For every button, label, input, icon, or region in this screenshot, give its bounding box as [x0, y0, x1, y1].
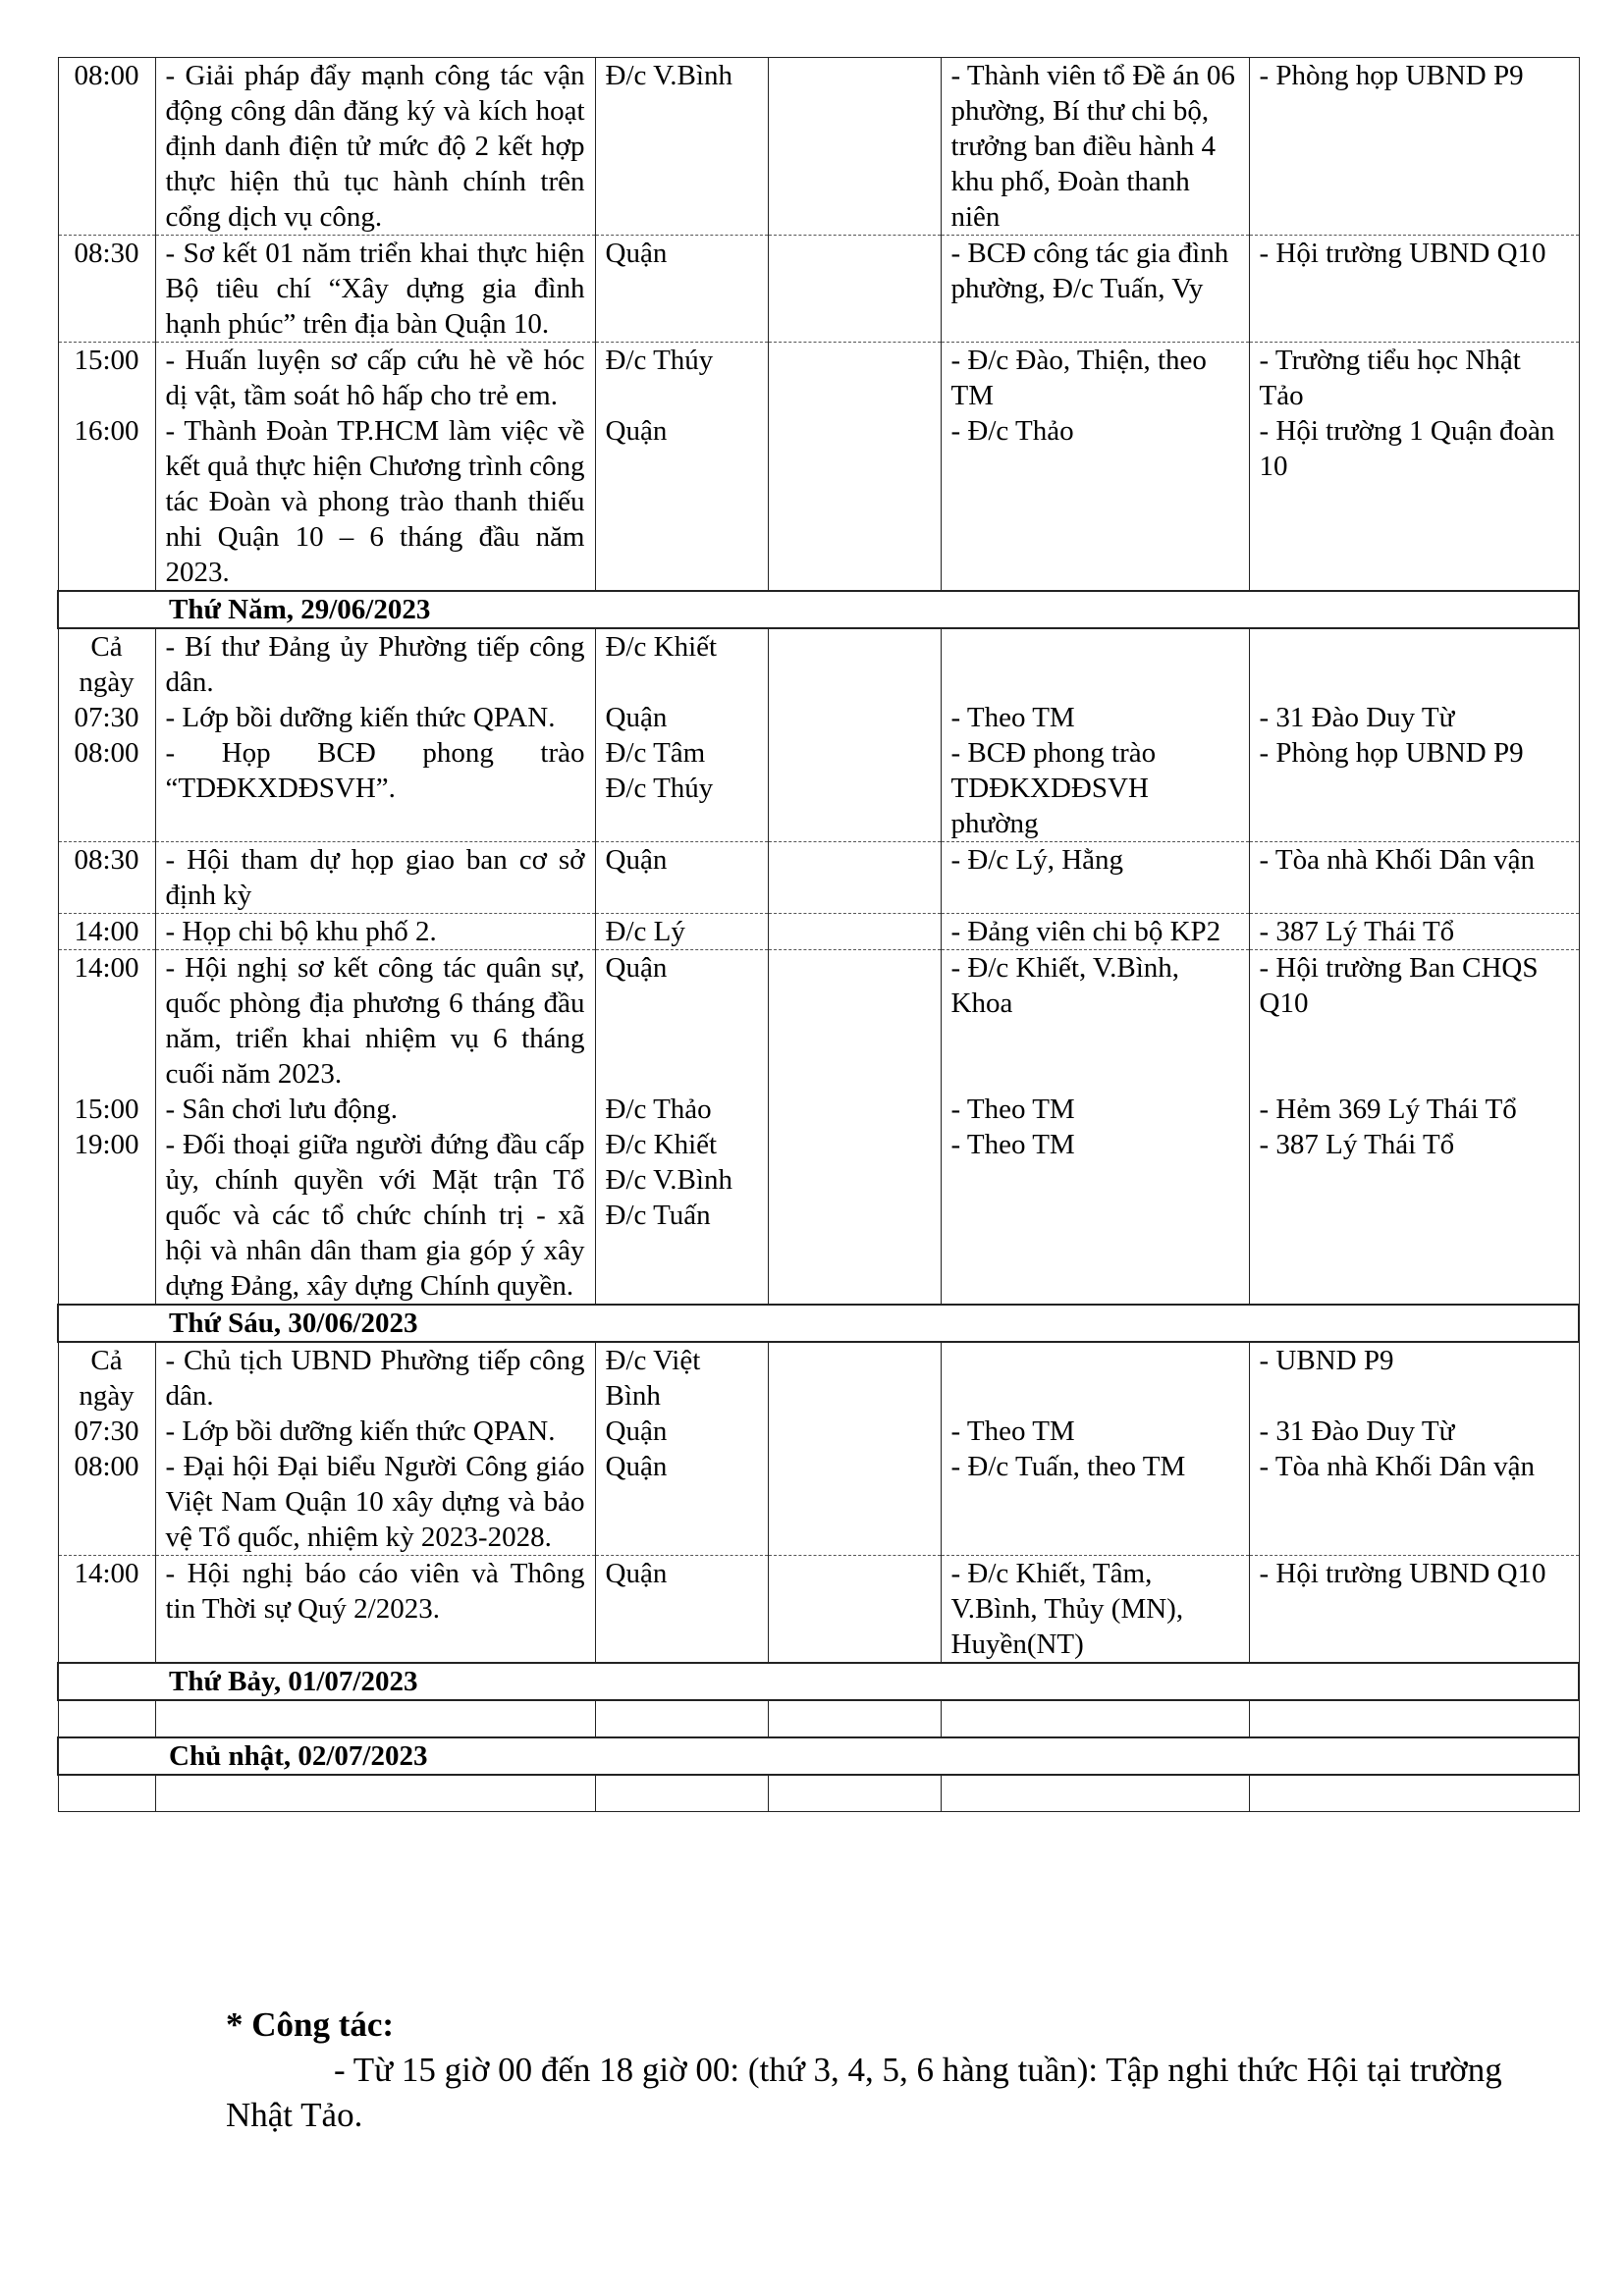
participants-cell [941, 58, 1249, 236]
content-cell-text: - Lớp bồi dưỡng kiến thức QPAN. [165, 1415, 556, 1447]
time-cell-text: 15:00 [74, 1094, 139, 1125]
time-cell [58, 1449, 155, 1556]
blank-cell [595, 1775, 768, 1812]
blank-row [58, 1775, 1579, 1812]
content-cell-text: - Sơ kết 01 năm triển khai thực hiện Bộ tiêu chí “Xây dựng gia đình hạnh phúc” trên địa bàn Quận 10. [165, 238, 585, 340]
time-cell [58, 1092, 155, 1127]
extra-cell [768, 700, 941, 735]
content-cell [155, 842, 595, 914]
time-cell [58, 343, 155, 414]
time-cell-text: 07:30 [74, 702, 139, 733]
time-cell-text: 08:00 [74, 1451, 139, 1482]
participants-cell [941, 735, 1249, 842]
time-cell-text: 14:00 [74, 1558, 139, 1589]
lead-cell-text: Đ/c Khiết [605, 1129, 718, 1160]
participants-cell-text: - Đảng viên chi bộ KP2 [950, 916, 1221, 947]
schedule-row [58, 1414, 1579, 1449]
time-cell-text: 08:00 [74, 737, 139, 769]
time-cell [58, 1342, 155, 1414]
time-cell-text: 14:00 [74, 916, 139, 947]
extra-cell [768, 413, 941, 591]
blank-row [58, 1700, 1579, 1737]
location-cell [1249, 1127, 1579, 1305]
time-cell-text: 19:00 [74, 1129, 139, 1160]
schedule-row [58, 1092, 1579, 1127]
participants-cell [941, 628, 1249, 700]
location-cell [1249, 413, 1579, 591]
location-cell [1249, 700, 1579, 735]
lead-cell-text: Quận [605, 415, 668, 447]
lead-cell [595, 842, 768, 914]
content-cell [155, 914, 595, 950]
participants-cell-text: - BCĐ phong trào TDĐKXDĐSVH phường [950, 737, 1157, 839]
location-cell-text: - Hội trường Ban CHQS Q10 [1259, 952, 1539, 1019]
notes-section [226, 2002, 1502, 2138]
time-cell [58, 1414, 155, 1449]
location-cell-text: - UBND P9 [1259, 1345, 1394, 1376]
participants-cell-text: - Theo TM [950, 1094, 1075, 1125]
lead-cell-text: Quận [605, 1451, 668, 1482]
content-cell-text: - Chủ tịch UBND Phường tiếp công dân. [165, 1345, 585, 1412]
lead-cell [595, 1127, 768, 1305]
extra-cell [768, 842, 941, 914]
content-cell [155, 236, 595, 343]
time-cell [58, 236, 155, 343]
time-cell-text: ngày [79, 1380, 135, 1412]
time-cell [58, 950, 155, 1093]
lead-cell-text: Bình [605, 1380, 661, 1412]
lead-cell [595, 914, 768, 950]
participants-cell [941, 413, 1249, 591]
schedule-row [58, 1342, 1579, 1414]
time-cell-text: ngày [79, 667, 135, 698]
content-cell [155, 700, 595, 735]
lead-cell-text: Đ/c Khiết [605, 631, 718, 663]
notes-line: - Từ 15 giờ 00 đến 18 giờ 00: (thứ 3, 4, 5, 6 hàng tuần): Tập nghi thức Hội tại trường Nhật Tảo. [226, 2051, 1502, 2134]
extra-cell [768, 950, 941, 1093]
participants-cell [941, 950, 1249, 1093]
schedule-row [58, 735, 1579, 842]
day-header-row [58, 1663, 1579, 1700]
time-cell [58, 413, 155, 591]
participants-cell-text: - Đ/c Đào, Thiện, theo TM [950, 345, 1207, 411]
schedule-row [58, 950, 1579, 1093]
content-cell [155, 735, 595, 842]
extra-cell [768, 1449, 941, 1556]
lead-cell-text: Đ/c Thúy [605, 773, 714, 804]
location-cell [1249, 628, 1579, 700]
lead-cell [595, 950, 768, 1093]
participants-cell-text: - Theo TM [950, 702, 1075, 733]
blank-cell [941, 1775, 1249, 1812]
content-cell [155, 950, 595, 1093]
participants-cell [941, 1127, 1249, 1305]
extra-cell [768, 1092, 941, 1127]
participants-cell [941, 236, 1249, 343]
lead-cell [595, 236, 768, 343]
time-cell [58, 1127, 155, 1305]
time-cell-text: Cả [90, 631, 123, 663]
content-cell [155, 58, 595, 236]
content-cell [155, 1092, 595, 1127]
location-cell-text: - Hội trường 1 Quận đoàn 10 [1259, 415, 1555, 482]
content-cell [155, 1449, 595, 1556]
location-cell [1249, 58, 1579, 236]
content-cell-text: - Thành Đoàn TP.HCM làm việc về kết quả thực hiện Chương trình công tác Đoàn và phong trào thanh thiếu nhi Quận 10 – 6 tháng đầu năm 2023. [165, 415, 585, 588]
location-cell-text: - 387 Lý Thái Tổ [1259, 916, 1455, 947]
day-header: Thứ Năm, 29/06/2023 [58, 591, 1579, 628]
schedule-row [58, 413, 1579, 591]
extra-cell [768, 1342, 941, 1414]
blank-cell [1249, 1775, 1579, 1812]
lead-cell-text: Quận [605, 238, 668, 269]
lead-cell [595, 700, 768, 735]
notes-heading: * Công tác: [226, 2005, 395, 2044]
participants-cell [941, 914, 1249, 950]
lead-cell-text: Đ/c Lý [605, 916, 685, 947]
location-cell [1249, 236, 1579, 343]
blank-cell [58, 1700, 155, 1737]
content-cell-text: - Hội tham dự họp giao ban cơ sở định kỳ [165, 844, 585, 911]
location-cell-text: - Hẻm 369 Lý Thái Tổ [1259, 1094, 1517, 1125]
extra-cell [768, 343, 941, 414]
content-cell-text: - Đối thoại giữa người đứng đầu cấp ủy, chính quyền với Mặt trận Tổ quốc và các tổ chức chính trị - xã hội và nhân dân tham gia góp ý xây dựng Đảng, xây dựng Chính quyền. [165, 1129, 585, 1302]
extra-cell [768, 735, 941, 842]
extra-cell [768, 628, 941, 700]
day-header-row [58, 591, 1579, 628]
participants-cell [941, 1342, 1249, 1414]
time-cell [58, 628, 155, 700]
content-cell [155, 1342, 595, 1414]
lead-cell-text: Đ/c V.Bình [605, 60, 732, 91]
lead-cell [595, 58, 768, 236]
time-cell [58, 914, 155, 950]
time-cell-text: 14:00 [74, 952, 139, 984]
content-cell-text: - Đại hội Đại biểu Người Công giáo Việt Nam Quận 10 xây dựng và bảo vệ Tổ quốc, nhiệm kỳ 2023-2028. [165, 1451, 585, 1553]
schedule-row [58, 842, 1579, 914]
participants-cell [941, 1556, 1249, 1664]
participants-cell [941, 842, 1249, 914]
content-cell [155, 343, 595, 414]
time-cell-text: 15:00 [74, 345, 139, 376]
schedule-row [58, 628, 1579, 700]
location-cell-text: - Trường tiểu học Nhật Tảo [1259, 345, 1521, 411]
content-cell [155, 628, 595, 700]
participants-cell-text: - Đ/c Khiết, V.Bình, Khoa [950, 952, 1180, 1019]
location-cell [1249, 950, 1579, 1093]
participants-cell-text: - Theo TM [950, 1415, 1075, 1447]
participants-cell-text: - Đ/c Lý, Hằng [950, 844, 1124, 876]
lead-cell-text: Quận [605, 1415, 668, 1447]
time-cell [58, 1556, 155, 1664]
time-cell-text: 08:30 [74, 844, 139, 876]
schedule-row [58, 1556, 1579, 1664]
content-cell [155, 1127, 595, 1305]
lead-cell-text: Đ/c V.Bình [605, 1164, 732, 1196]
lead-cell-text: Đ/c Tâm [605, 737, 706, 769]
blank-cell [155, 1775, 595, 1812]
time-cell-text: 16:00 [74, 415, 139, 447]
location-cell-text: - 387 Lý Thái Tổ [1259, 1129, 1455, 1160]
location-cell [1249, 735, 1579, 842]
lead-cell-text: Quận [605, 952, 668, 984]
schedule-row [58, 1449, 1579, 1556]
schedule-row [58, 700, 1579, 735]
content-cell-text: - Huấn luyện sơ cấp cứu hè về hóc dị vật, tầm soát hô hấp cho trẻ em. [165, 345, 585, 411]
content-cell-text: - Họp BCĐ phong trào “TDĐKXDĐSVH”. [165, 737, 585, 804]
schedule-row [58, 236, 1579, 343]
lead-cell [595, 1449, 768, 1556]
location-cell-text: - Phòng họp UBND P9 [1259, 737, 1524, 769]
lead-cell-text: Đ/c Tuấn [605, 1200, 711, 1231]
content-cell-text: - Họp chi bộ khu phố 2. [165, 916, 437, 947]
content-cell-text: - Lớp bồi dưỡng kiến thức QPAN. [165, 702, 556, 733]
lead-cell [595, 413, 768, 591]
location-cell-text: - Hội trường UBND Q10 [1259, 238, 1546, 269]
location-cell-text: - Phòng họp UBND P9 [1259, 60, 1524, 91]
extra-cell [768, 236, 941, 343]
blank-cell [58, 1775, 155, 1812]
lead-cell-text: Đ/c Thảo [605, 1094, 712, 1125]
time-cell-text: Cả [90, 1345, 123, 1376]
participants-cell-text: - Thành viên tổ Đề án 06 phường, Bí thư chi bộ, trưởng ban điều hành 4 khu phố, Đoàn thanh niên [950, 60, 1235, 233]
participants-cell-text: - Đ/c Khiết, Tâm, V.Bình, Thủy (MN), Huyền(NT) [950, 1558, 1184, 1660]
location-cell [1249, 1342, 1579, 1414]
lead-cell [595, 628, 768, 700]
schedule-row [58, 343, 1579, 414]
blank-cell [1249, 1700, 1579, 1737]
extra-cell [768, 1414, 941, 1449]
day-header-row [58, 1737, 1579, 1775]
location-cell [1249, 1414, 1579, 1449]
location-cell [1249, 343, 1579, 414]
content-cell-text: - Hội nghị sơ kết công tác quân sự, quốc phòng địa phương 6 tháng đầu năm, triển khai nhiệm vụ 6 tháng cuối năm 2023. [165, 952, 585, 1090]
lead-cell [595, 343, 768, 414]
blank-cell [155, 1700, 595, 1737]
content-cell-text: - Hội nghị báo cáo viên và Thông tin Thời sự Quý 2/2023. [165, 1558, 585, 1625]
participants-cell [941, 700, 1249, 735]
extra-cell [768, 914, 941, 950]
location-cell-text: - Tòa nhà Khối Dân vận [1259, 844, 1536, 876]
participants-cell-text: - BCĐ công tác gia đình phường, Đ/c Tuấn, Vy [950, 238, 1229, 304]
day-header: Thứ Sáu, 30/06/2023 [58, 1305, 1579, 1342]
lead-cell-text: Quận [605, 1558, 668, 1589]
location-cell [1249, 1449, 1579, 1556]
day-header-row [58, 1305, 1579, 1342]
participants-cell-text: - Đ/c Thảo [950, 415, 1074, 447]
blank-cell [768, 1775, 941, 1812]
content-cell-text: - Sân chơi lưu động. [165, 1094, 398, 1125]
location-cell-text: - Tòa nhà Khối Dân vận [1259, 1451, 1536, 1482]
content-cell [155, 413, 595, 591]
schedule-row [58, 914, 1579, 950]
extra-cell [768, 1127, 941, 1305]
content-cell [155, 1414, 595, 1449]
time-cell [58, 58, 155, 236]
participants-cell-text: - Đ/c Tuấn, theo TM [950, 1451, 1186, 1482]
location-cell [1249, 842, 1579, 914]
lead-cell-text: Đ/c Việt [605, 1345, 701, 1376]
content-cell-text: - Bí thư Đảng ủy Phường tiếp công dân. [165, 631, 585, 698]
location-cell [1249, 914, 1579, 950]
time-cell-text: 07:30 [74, 1415, 139, 1447]
lead-cell [595, 735, 768, 842]
participants-cell-text: - Theo TM [950, 1129, 1075, 1160]
lead-cell [595, 1092, 768, 1127]
location-cell-text: - Hội trường UBND Q10 [1259, 1558, 1546, 1589]
participants-cell [941, 1449, 1249, 1556]
lead-cell [595, 1556, 768, 1664]
schedule-row [58, 1127, 1579, 1305]
time-cell-text: 08:00 [74, 60, 139, 91]
extra-cell [768, 58, 941, 236]
content-cell [155, 1556, 595, 1664]
participants-cell [941, 1414, 1249, 1449]
location-cell-text: - 31 Đào Duy Từ [1259, 702, 1455, 733]
participants-cell [941, 1092, 1249, 1127]
location-cell [1249, 1556, 1579, 1664]
schedule-row [58, 58, 1579, 236]
day-header: Thứ Bảy, 01/07/2023 [58, 1663, 1579, 1700]
time-cell [58, 842, 155, 914]
participants-cell [941, 343, 1249, 414]
blank-cell [768, 1700, 941, 1737]
time-cell [58, 735, 155, 842]
schedule-table [57, 57, 1580, 1812]
lead-cell-text: Quận [605, 844, 668, 876]
day-header: Chủ nhật, 02/07/2023 [58, 1737, 1579, 1775]
extra-cell [768, 1556, 941, 1664]
blank-cell [595, 1700, 768, 1737]
time-cell-text: 08:30 [74, 238, 139, 269]
lead-cell [595, 1414, 768, 1449]
content-cell-text: - Giải pháp đẩy mạnh công tác vận động công dân đăng ký và kích hoạt định danh điện tử mức độ 2 kết hợp thực hiện thủ tục hành chính trên cổng dịch vụ công. [165, 60, 585, 233]
lead-cell-text: Quận [605, 702, 668, 733]
location-cell [1249, 1092, 1579, 1127]
lead-cell [595, 1342, 768, 1414]
blank-cell [941, 1700, 1249, 1737]
location-cell-text: - 31 Đào Duy Từ [1259, 1415, 1455, 1447]
lead-cell-text: Đ/c Thúy [605, 345, 714, 376]
time-cell [58, 700, 155, 735]
